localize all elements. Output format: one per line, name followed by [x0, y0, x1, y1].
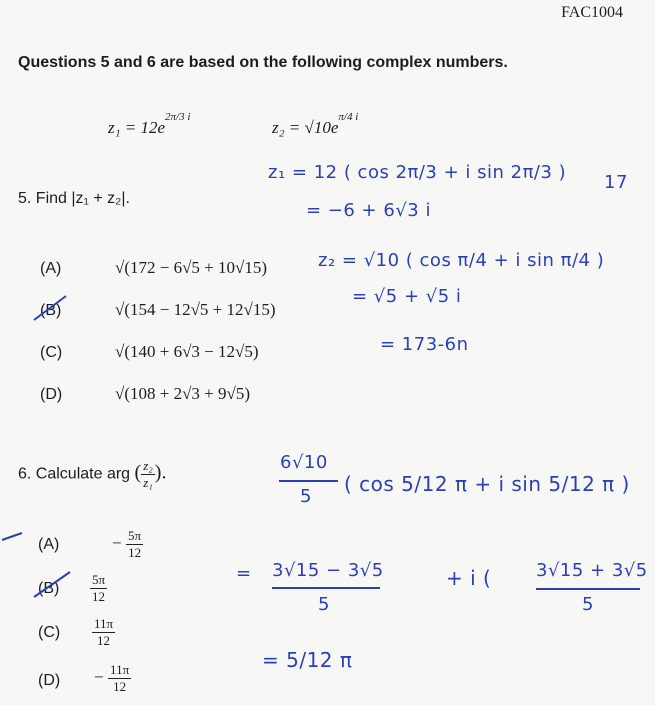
q6-option-d-den: 12: [113, 679, 127, 694]
q6-prompt-text: 6. Calculate arg: [18, 465, 131, 483]
work-q6-eq1: =: [236, 563, 252, 584]
work-note-17: 17: [604, 172, 628, 193]
q5-option-b-expr: √(154 − 12√5 + 12√15): [115, 300, 276, 319]
q5-option-a-label[interactable]: (A): [40, 260, 62, 277]
intro-text: Questions 5 and 6 are based on the following complex numbers.: [18, 54, 508, 71]
q5-prompt: 5. Find |z₁ + z₂|.: [18, 190, 130, 207]
work-z2-rect: = √5 + √5 i: [352, 286, 462, 307]
work-q6-coef-num: 6√10: [280, 452, 328, 473]
q5-option-d-expr: √(108 + 2√3 + 9√5): [115, 384, 250, 403]
work-z1-polar: z₁ = 12 ( cos 2π/3 + i sin 2π/3 ): [268, 162, 567, 183]
q6-option-d-num: 11π: [110, 662, 130, 677]
q6-option-a-label[interactable]: (A): [38, 536, 60, 553]
work-q6-coef-den: 5: [300, 486, 312, 507]
work-q6-imag-den: 5: [582, 594, 594, 615]
q6-option-b-den: 12: [92, 589, 106, 604]
work-result: = 173-6n: [380, 334, 469, 355]
q6-option-d-sign: −: [94, 667, 104, 687]
course-code: FAC1004: [561, 4, 623, 21]
q6-option-a-num: 5π: [128, 528, 142, 543]
q6-option-c-num: 11π: [94, 616, 114, 631]
q6-option-a-sign: −: [112, 533, 122, 553]
q6-option-a-den: 12: [128, 545, 142, 560]
q6-arg-denominator: z₁: [143, 475, 153, 490]
z1-exponent: 2π/3 i: [165, 111, 191, 123]
work-q6-polar: ( cos 5/12 π + i sin 5/12 π ): [344, 472, 630, 496]
work-q6-imag-num: 3√15 + 3√5: [536, 560, 648, 581]
q5-option-b-label[interactable]: (B): [40, 302, 62, 319]
q5-option-d-label[interactable]: (D): [40, 386, 63, 403]
z2-exponent: π/4 i: [338, 111, 359, 123]
q6-option-b-label[interactable]: (B): [38, 580, 60, 597]
work-z2-polar: z₂ = √10 ( cos π/4 + i sin π/4 ): [318, 250, 605, 271]
q6-option-b-num: 5π: [92, 572, 106, 587]
z1-base: z₁ = 12e: [108, 118, 166, 137]
q6-option-c-den: 12: [97, 633, 111, 648]
q6-option-c-label[interactable]: (C): [38, 624, 61, 641]
q5-option-a-expr: √(172 − 6√5 + 10√15): [115, 258, 267, 277]
q5-option-c-label[interactable]: (C): [40, 344, 63, 361]
work-q6-answer: = 5/12 π: [262, 648, 353, 672]
q6-arg-numerator: z₂: [143, 458, 153, 473]
z2-base: z₂ = √10e: [272, 118, 339, 137]
q5-option-c-expr: √(140 + 6√3 − 12√5): [115, 342, 259, 361]
work-q6-real-num: 3√15 − 3√5: [272, 560, 384, 581]
work-q6-real-den: 5: [318, 594, 330, 615]
work-q6-imag-open: + i (: [446, 566, 492, 590]
q6-prompt: 6. Calculate arg ( $\frac{\text{z₂}}{\text{z₁}}$ ).: [18, 458, 167, 490]
work-z1-rect: = −6 + 6√3 i: [306, 200, 431, 221]
q6-option-d-label[interactable]: (D): [38, 672, 61, 689]
